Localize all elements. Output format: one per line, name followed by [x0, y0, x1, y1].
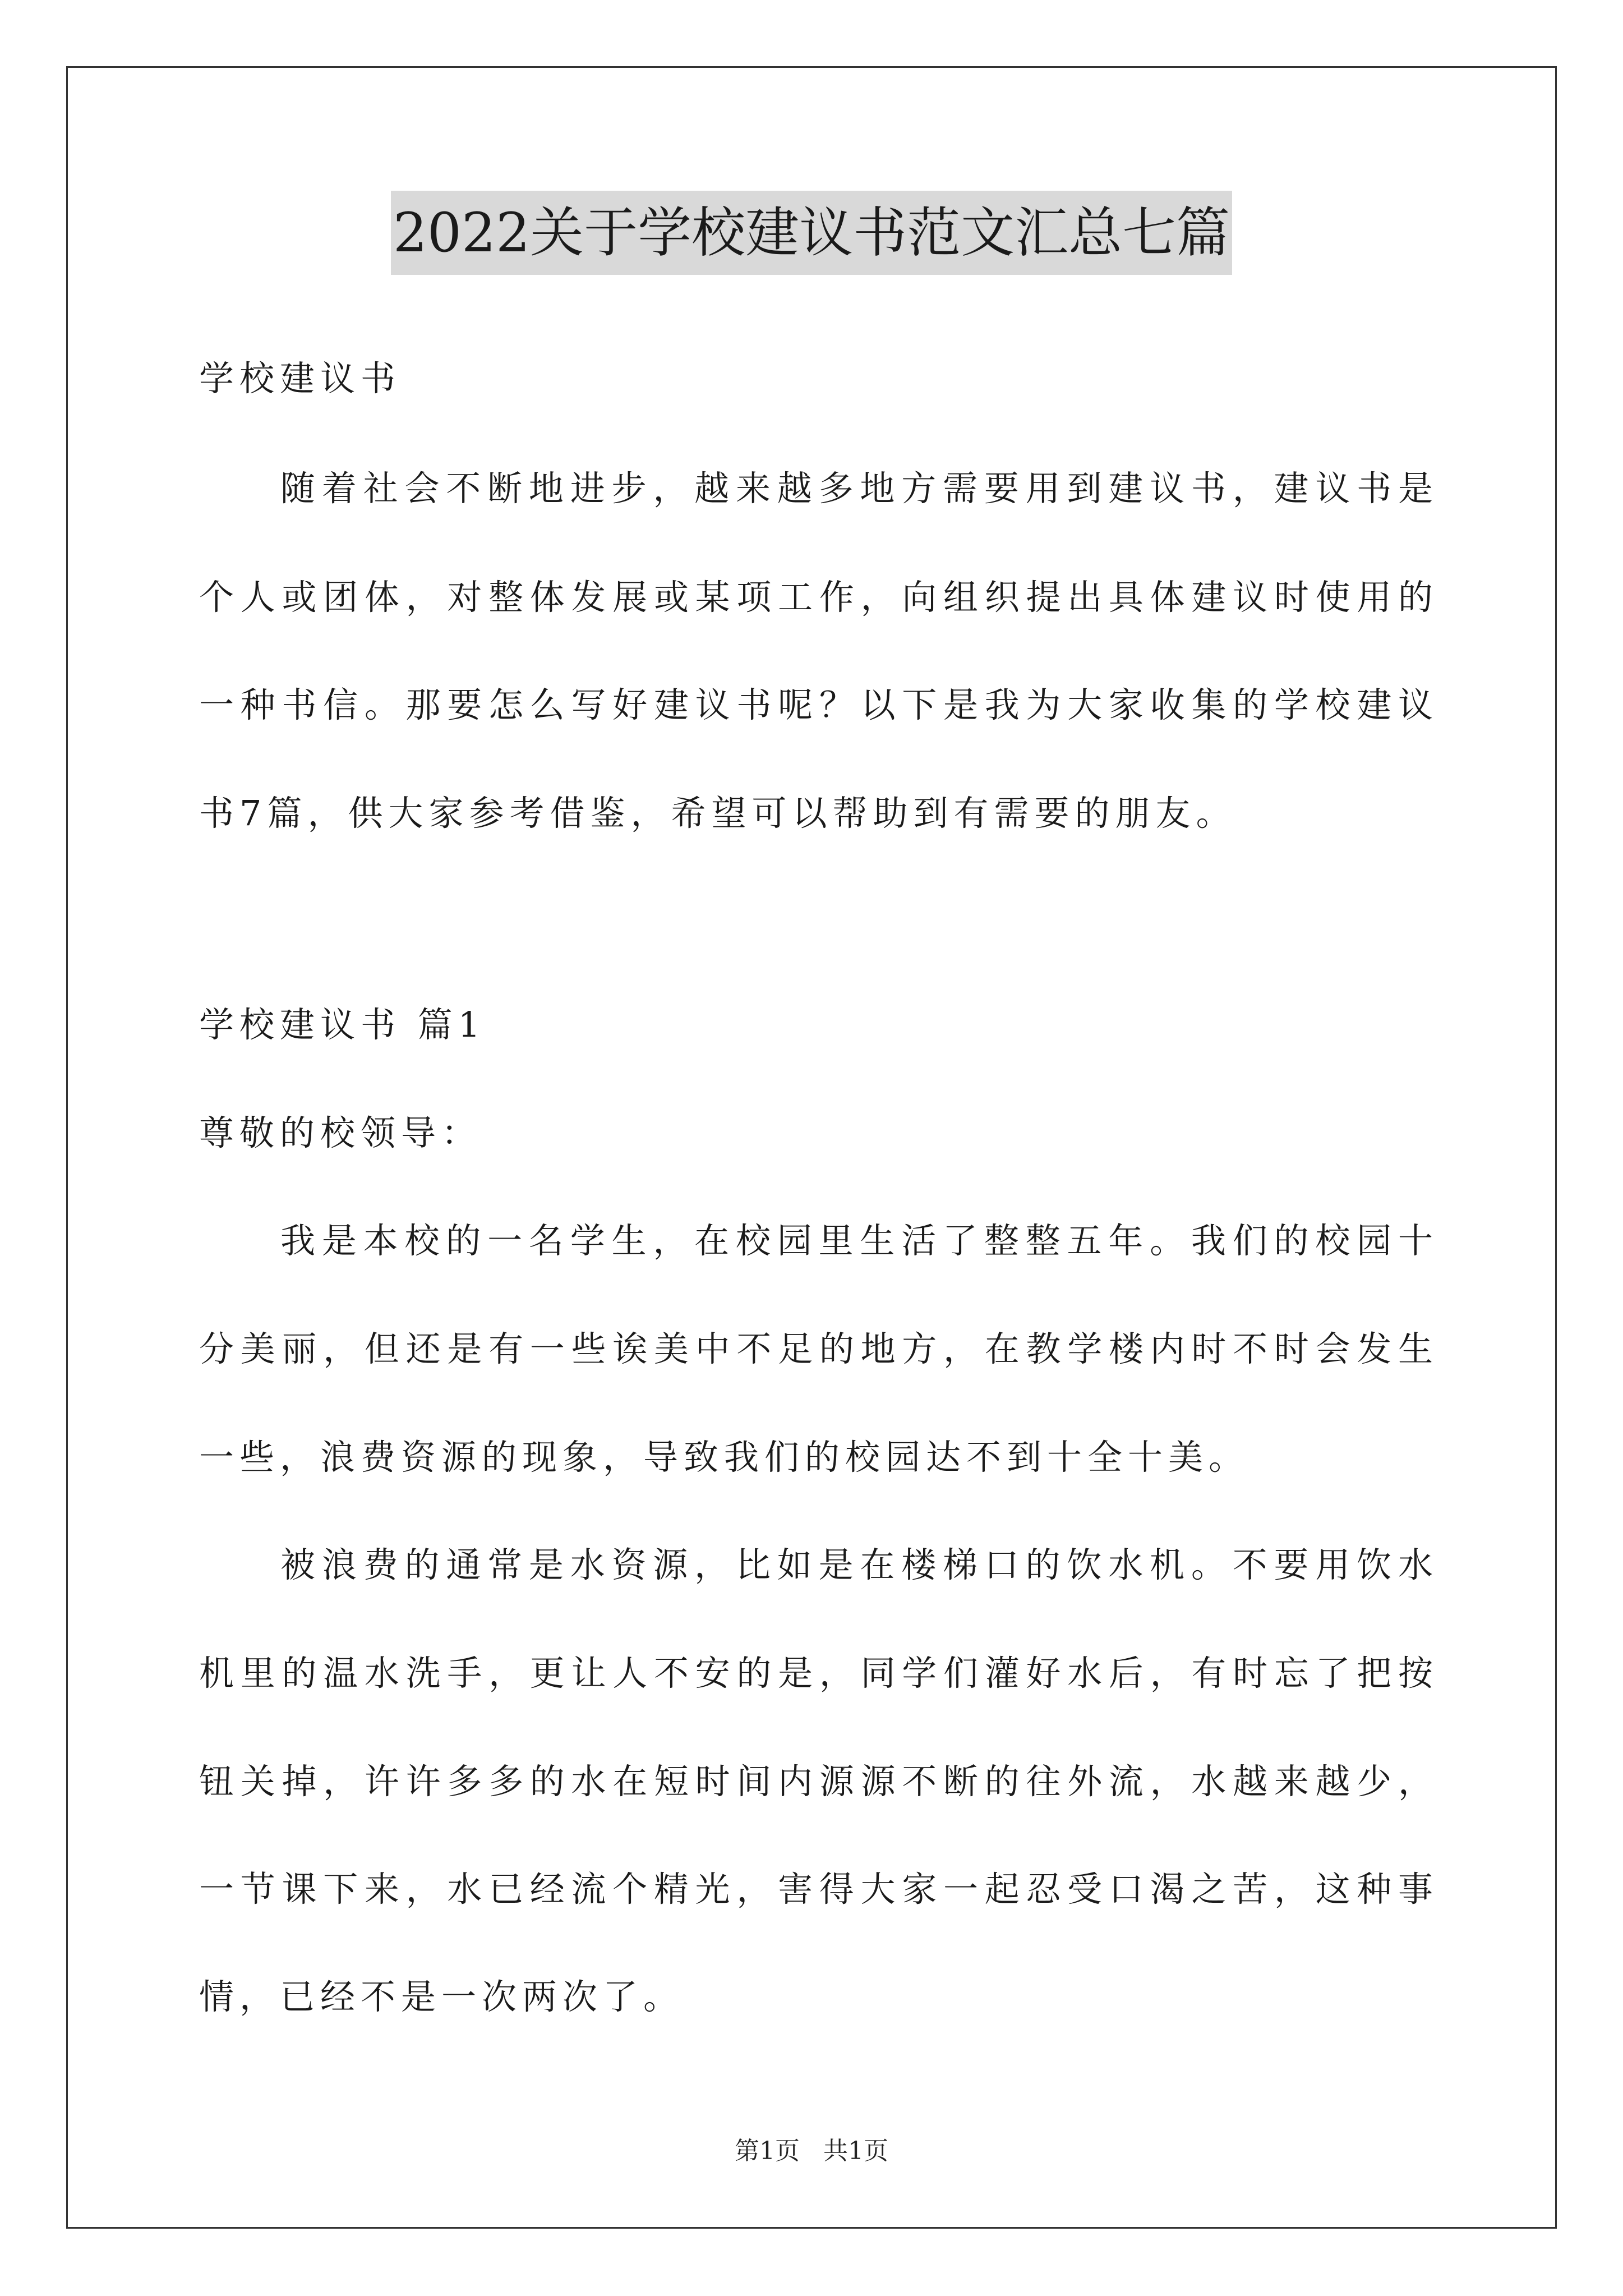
section-heading: 学校建议书 篇1: [199, 1004, 486, 1045]
paragraph-line: 一节课下来，水已经流个精光，害得大家一起忍受口渴之苦，这种事: [199, 1869, 1433, 1910]
page-number: 第1页: [735, 2137, 800, 2165]
paragraph-line: 分美丽，但还是有一些诶美中不足的地方，在教学楼内时不时会发生: [199, 1328, 1433, 1369]
intro-line: 一种书信。那要怎么写好建议书呢？以下是我为大家收集的学校建议: [199, 684, 1433, 725]
paragraph-line: 钮关掉，许许多多的水在短时间内源源不断的往外流，水越来越少，: [199, 1761, 1433, 1802]
paragraph-line: 情，已经不是一次两次了。: [199, 1976, 684, 2017]
intro-line: 书7篇，供大家参考借鉴，希望可以帮助到有需要的朋友。: [199, 793, 1237, 834]
paragraph-line: 机里的温水洗手，更让人不安的是，同学们灌好水后，有时忘了把按: [199, 1653, 1433, 1694]
paragraph-line: 我是本校的一名学生，在校园里生活了整整五年。我们的校园十: [280, 1220, 1433, 1261]
title-container: [0, 191, 1623, 275]
salutation: 尊敬的校领导：: [199, 1112, 482, 1153]
document-title: 2022关于学校建议书范文汇总七篇: [391, 191, 1232, 275]
paragraph-line: 一些，浪费资源的现象，导致我们的校园达不到十全十美。: [199, 1437, 1249, 1478]
intro-heading: 学校建议书: [199, 358, 402, 399]
intro-line: 个人或团体，对整体发展或某项工作，向组织提出具体建议时使用的: [199, 577, 1433, 618]
page-footer: [0, 2134, 1623, 2168]
page-total: 共1页: [823, 2137, 888, 2165]
intro-line: 随着社会不断地进步，越来越多地方需要用到建议书，建议书是: [280, 468, 1433, 509]
paragraph-line: 被浪费的通常是水资源，比如是在楼梯口的饮水机。不要用饮水: [280, 1544, 1433, 1585]
